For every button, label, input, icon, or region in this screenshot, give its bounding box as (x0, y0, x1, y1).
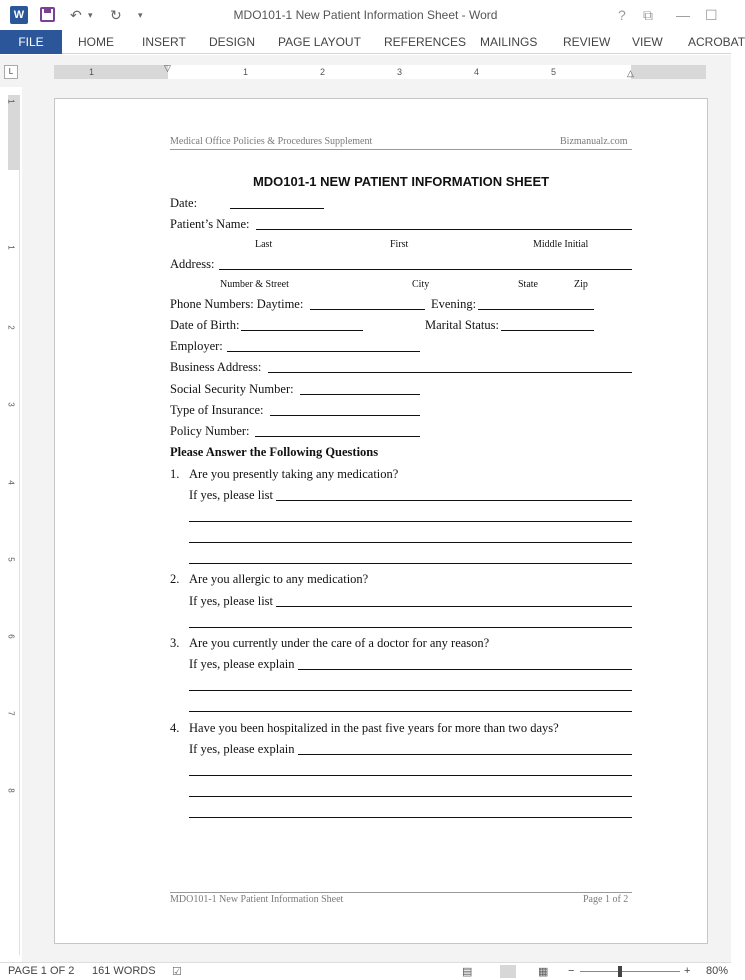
zoom-in-button[interactable]: + (684, 965, 691, 977)
question-followup: If yes, please list (189, 488, 274, 502)
ruler-number: 2 (6, 325, 16, 330)
tab-design[interactable]: DESIGN (209, 35, 256, 49)
tab-page-layout[interactable]: PAGE LAYOUT (278, 35, 361, 49)
addr-street-caption: Number & Street (220, 279, 289, 290)
address-label: Address: (170, 257, 215, 271)
insurance-type-label: Type of Insurance: (170, 403, 264, 417)
first-line-indent-icon[interactable]: ▽ (164, 63, 171, 73)
phone-evening-label: Evening: (431, 297, 477, 311)
ruler-number: 5 (551, 67, 557, 77)
ruler-number: 4 (6, 480, 16, 485)
answer-line[interactable] (298, 754, 632, 755)
print-layout-icon[interactable] (500, 965, 516, 978)
answer-line[interactable] (189, 542, 632, 543)
answer-line[interactable] (189, 711, 632, 712)
customize-quick-access-icon[interactable]: ▾ (138, 10, 143, 20)
ruler-number: 1 (89, 67, 95, 77)
undo-icon[interactable]: ↶ (70, 7, 82, 23)
question-text: Are you allergic to any medication? (189, 572, 369, 586)
document-title: MDO101-1 NEW PATIENT INFORMATION SHEET (252, 174, 550, 189)
page-count[interactable]: PAGE 1 OF 2 (8, 965, 75, 977)
tab-file[interactable]: FILE (0, 30, 62, 54)
vertical-ruler[interactable] (8, 95, 20, 955)
ssn-label: Social Security Number: (170, 382, 294, 396)
phone-daytime-label: Phone Numbers: Daytime: (170, 297, 304, 311)
question-text: Are you currently under the care of a doctor for any reason? (189, 636, 490, 650)
question-number: 1. (170, 467, 180, 481)
question-number: 3. (170, 636, 180, 650)
marital-status-field[interactable] (501, 330, 594, 331)
answer-line[interactable] (189, 690, 632, 691)
word-app-icon[interactable]: W (10, 6, 28, 24)
tab-references[interactable]: REFERENCES (384, 35, 467, 49)
zoom-out-button[interactable]: − (568, 965, 575, 977)
addr-city-caption: City (412, 279, 430, 290)
policy-number-field[interactable] (255, 436, 420, 437)
ruler-left-margin (54, 65, 168, 79)
zoom-level[interactable]: 80% (706, 965, 729, 977)
answer-line[interactable] (189, 563, 632, 564)
answer-line[interactable] (276, 500, 632, 501)
ribbon-tabs (0, 30, 745, 54)
tab-review[interactable]: REVIEW (563, 35, 611, 49)
window-title: MDO101-1 New Patient Information Sheet - Word (233, 8, 498, 22)
read-mode-icon[interactable]: ▤ (462, 966, 473, 978)
answer-line[interactable] (298, 669, 632, 670)
question-number: 2. (170, 572, 180, 586)
business-address-field[interactable] (268, 372, 632, 373)
proofing-icon[interactable]: ☑ (172, 966, 182, 978)
answer-line[interactable] (189, 775, 632, 776)
answer-line[interactable] (189, 521, 632, 522)
business-address-label: Business Address: (170, 360, 262, 374)
status-bar (0, 962, 731, 980)
answer-line[interactable] (189, 817, 632, 818)
employer-label: Employer: (170, 339, 223, 353)
phone-daytime-field[interactable] (310, 309, 425, 310)
ruler-number: 6 (6, 634, 16, 639)
patient-name-label: Patient’s Name: (170, 217, 250, 231)
address-field[interactable] (219, 269, 632, 270)
zoom-slider-handle[interactable] (618, 966, 622, 977)
name-first-caption: First (390, 239, 409, 250)
questions-heading: Please Answer the Following Questions (170, 445, 379, 459)
name-middle-caption: Middle Initial (533, 239, 589, 250)
employer-field[interactable] (227, 351, 420, 352)
header-rule (170, 149, 632, 150)
zoom-slider-track[interactable] (580, 971, 680, 972)
name-last-caption: Last (255, 239, 273, 250)
question-followup: If yes, please explain (189, 742, 295, 756)
date-field[interactable] (230, 208, 324, 209)
vruler-top-margin (8, 95, 20, 170)
ruler-number: 3 (397, 67, 403, 77)
question-followup: If yes, please list (189, 594, 274, 608)
question-followup: If yes, please explain (189, 657, 295, 671)
insurance-type-field[interactable] (270, 415, 420, 416)
undo-dropdown-icon[interactable]: ▾ (88, 10, 93, 20)
ruler-number: 5 (6, 557, 16, 562)
footer-rule (170, 892, 632, 893)
word-count[interactable]: 161 WORDS (92, 965, 156, 977)
minimize-icon[interactable]: — (676, 7, 690, 23)
ruler-number: 1 (6, 99, 16, 104)
ruler-number: 1 (243, 67, 249, 77)
tab-view[interactable]: VIEW (632, 35, 663, 49)
marital-status-label: Marital Status: (425, 318, 499, 332)
ruler-number: 4 (474, 67, 480, 77)
question-text: Have you been hospitalized in the past five years for more than two days? (189, 721, 559, 735)
date-label: Date: (170, 196, 198, 210)
answer-line[interactable] (276, 606, 632, 607)
page-header-left: Medical Office Policies & Procedures Supplement (170, 136, 373, 147)
ribbon-display-options-icon[interactable]: ⧉ (643, 7, 653, 23)
tab-acrobat[interactable]: ACROBAT (688, 35, 745, 49)
tab-home[interactable]: HOME (78, 35, 114, 49)
ruler-area (0, 55, 731, 87)
tab-mailings[interactable]: MAILINGS (480, 35, 538, 49)
maximize-icon[interactable]: ☐ (705, 7, 718, 23)
policy-number-label: Policy Number: (170, 424, 250, 438)
page-header-right: Bizmanualz.com (560, 136, 628, 147)
addr-zip-caption: Zip (574, 279, 588, 290)
ruler-right-margin (631, 65, 706, 79)
title-bar (0, 0, 731, 30)
page-footer-right: Page 1 of 2 (583, 894, 629, 905)
dob-label: Date of Birth: (170, 318, 240, 332)
patient-name-field[interactable] (256, 229, 632, 230)
page-footer-left: MDO101-1 New Patient Information Sheet (170, 894, 344, 905)
question-number: 4. (170, 721, 180, 735)
tab-selector-button[interactable]: L (4, 65, 18, 79)
ruler-number: 8 (6, 788, 16, 793)
question-text: Are you presently taking any medication? (189, 467, 399, 481)
ruler-number: 3 (6, 402, 16, 407)
addr-state-caption: State (518, 279, 538, 290)
ruler-number: 7 (6, 711, 16, 716)
phone-evening-field[interactable] (478, 309, 594, 310)
right-indent-icon[interactable]: △ (627, 68, 634, 78)
horizontal-ruler[interactable] (54, 65, 706, 79)
dob-field[interactable] (241, 330, 363, 331)
web-layout-icon[interactable]: ▦ (538, 966, 549, 978)
answer-line[interactable] (189, 796, 632, 797)
ssn-field[interactable] (300, 394, 420, 395)
answer-line[interactable] (189, 627, 632, 628)
tab-insert[interactable]: INSERT (142, 35, 186, 49)
redo-icon[interactable]: ↻ (110, 7, 122, 23)
ruler-number: 2 (320, 67, 326, 77)
ruler-number: 1 (6, 245, 16, 250)
help-icon[interactable]: ? (618, 7, 626, 23)
